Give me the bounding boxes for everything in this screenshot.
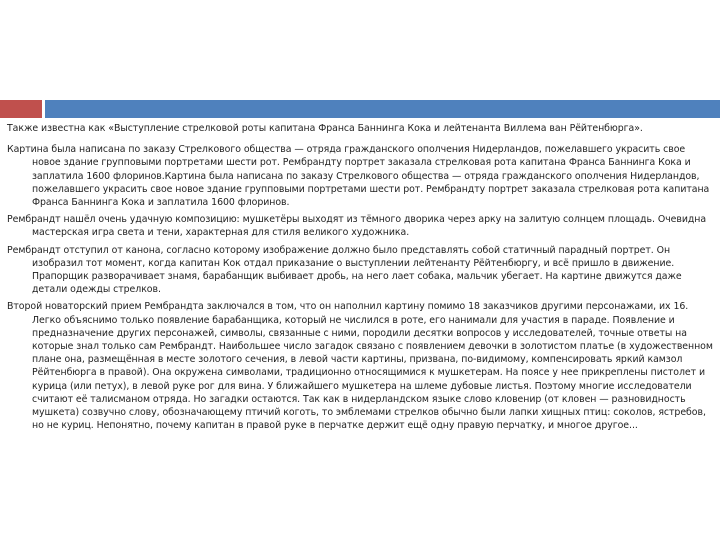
header-accent-bar xyxy=(0,100,720,118)
paragraph-composition: Рембрандт нашёл очень удачную композицию: мушкетёры выходят из тёмного дворика через арку на залитую солнцем площадь. Очевидна мастерская игра света и тени, характерная для стиля великого художника. xyxy=(7,214,707,239)
paragraph-alt-title: Также известна как «Выступление стрелковой роты капитана Франса Баннинга Кока и лейтенанта Виллема ван Рёйтенбюрга». xyxy=(7,123,643,134)
paragraph-canon: Рембрандт отступил от канона, согласно которому изображение должно было представлять собой статичный парадный портрет. Он изобразил тот момент, когда капитан Кок отдал приказание о выступлении лейтенанту Рёйтенбюргу, и всё пришло в движение. Прапорщик разворачивает знамя, барабанщик выбивает дробь, на него лает собака, мальчик убегает. На картине движутся даже детали одежды стрелков. xyxy=(7,244,682,296)
header-accent-blue xyxy=(45,100,720,118)
slide-body xyxy=(7,122,715,436)
paragraph-innovation: Второй новаторский прием Рембрандта заключался в том, что он наполнил картину помимо 18 заказчиков другими персонажами, их 16. Легко объяснимо только появление барабанщика, который не числился в роте, его нанимали для участия в параде. Появление и предназначение других персонажей, символы, связанные с ними, породили десятки вопросов у исследователей, точные ответы на которые знал только сам Рембрандт. Наибольшее число загадок связано с появлением девочки в золотистом платье (в художественном плане она, размещённая в месте золотого сечения, в левой части картины, призвана, по-видимому, компенсировать яркий камзол Рёйтенбюрга в правой). Она окружена символами, традиционно относящимися к мушкетерам. На поясе у нее прикреплены пистолет и курица (или петух), в левой руке рог для вина. У ближайшего мушкетера на шлеме дубовые листья. Поэтому многие исследователи считают её талисманом отряда. Но загадки остаются. Так как в нидерландском языке слово кловенир (от кловен — разновидность мушкета) созвучно слову, обозначающему птичий коготь, то эмблемами стрелков обычно были лапки хищных птиц: соколов, ястребов, но не куриц. Непонятно, почему капитан в правой руке в перчатке держит ещё одну правую перчатку, и многое другое... xyxy=(7,301,713,432)
paragraph-commission: Картина была написана по заказу Стрелкового общества — отряда гражданского ополчения Нидерландов, пожелавшего украсить свое новое здание групповыми портретами шести рот. Рембрандту портрет заказала стрелковая рота капитана Франса Баннинга Кока и заплатила 1600 флоринов.Картина была написана по заказу Стрелкового общества — отряда гражданского ополчения Нидерландов, пожелавшего украсить свое новое здание групповыми портретами шести рот. Рембрандту портрет заказала стрелковая рота капитана Франса Баннинга Кока и заплатила 1600 флоринов. xyxy=(7,144,710,209)
header-accent-red xyxy=(0,100,42,118)
